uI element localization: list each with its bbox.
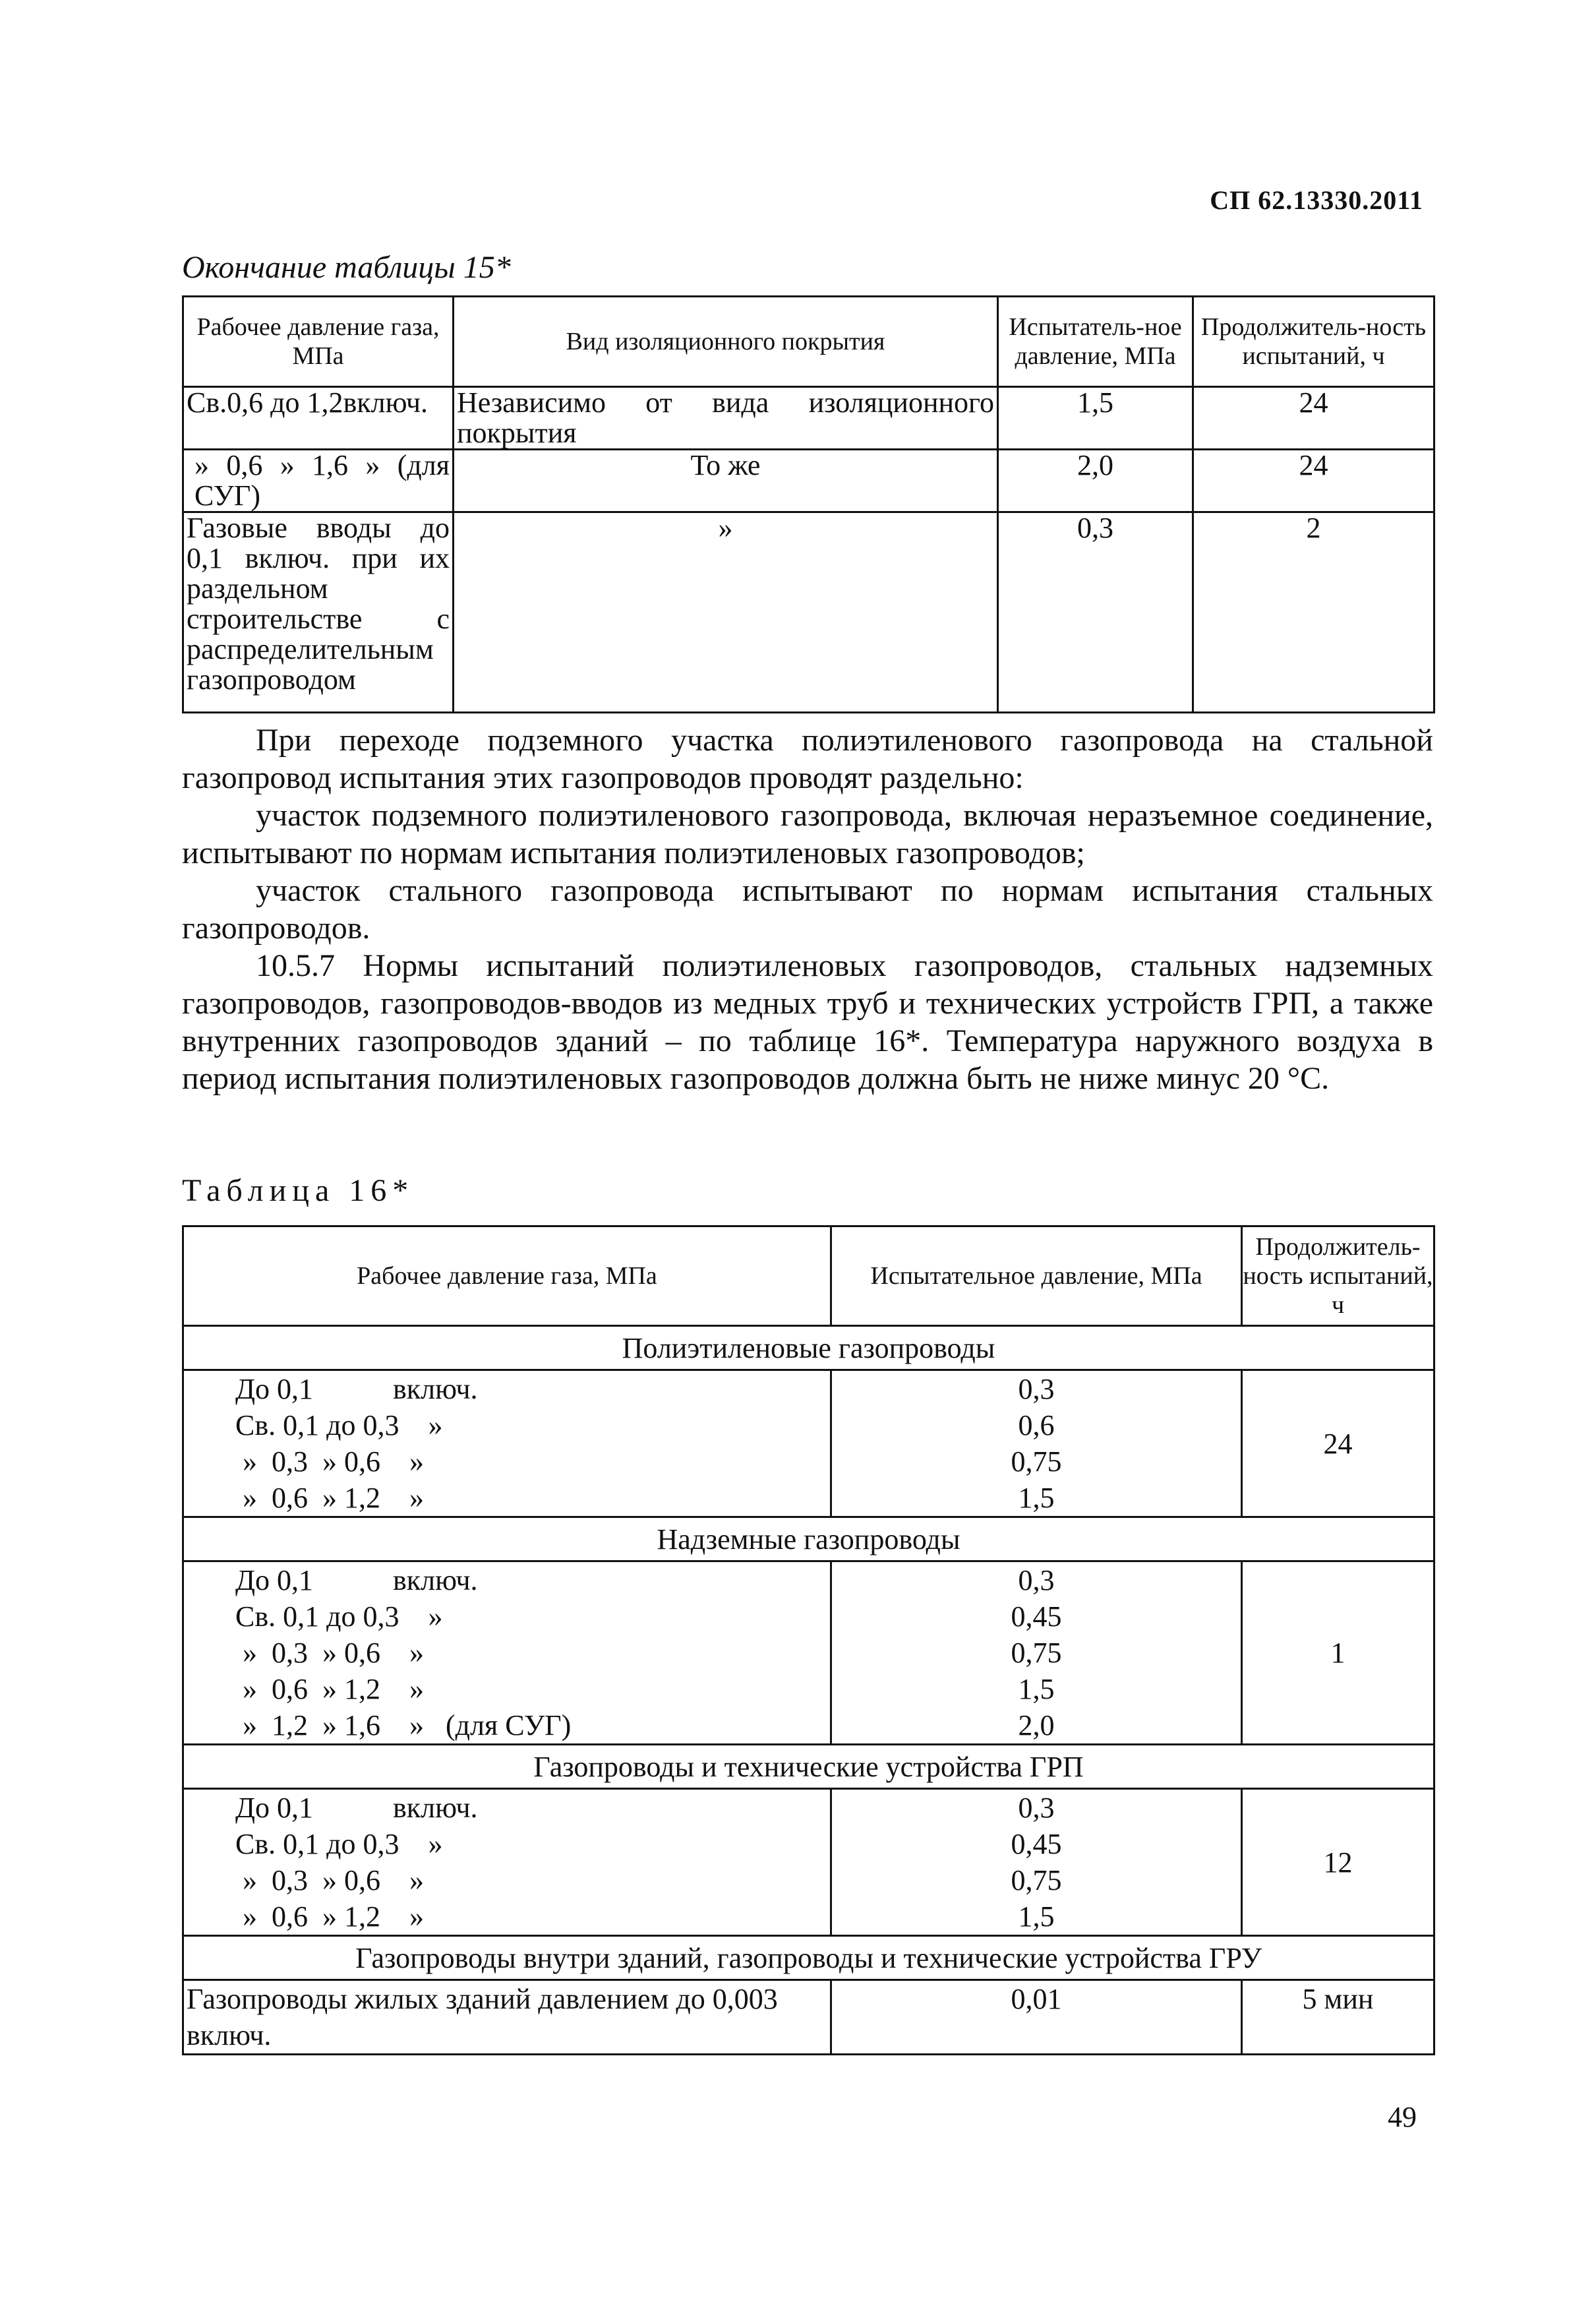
pressure-line: » 0,3 » 0,6 »: [235, 1864, 424, 1896]
table16-cell-pressure: [183, 1370, 831, 1517]
pressure-line: До 0,1 включ.: [235, 1373, 478, 1405]
table16-cell-duration: 5 мин: [1242, 1980, 1434, 2055]
table15-header-row: [183, 297, 1434, 387]
section-title: Газопроводы и технические устройства ГРП: [183, 1745, 1434, 1789]
test-value: 0,75: [1011, 1637, 1062, 1669]
document-code: СП 62.13330.2011: [1210, 185, 1423, 215]
pressure-line: Св. 0,1 до 0,3 »: [235, 1600, 443, 1633]
table16-cell-pressure: [183, 1789, 831, 1936]
table16-cell-pressure: Газопроводы жилых зданий давлением до 0,003 включ.: [183, 1980, 831, 2055]
table-row: [183, 1561, 1434, 1745]
test-value: 1,5: [1018, 1673, 1055, 1705]
table15-cell-test: 2,0: [998, 450, 1193, 512]
table16-cell-duration: 12: [1242, 1789, 1434, 1936]
table16-cell-test: [831, 1789, 1242, 1936]
test-value: 0,45: [1011, 1828, 1062, 1860]
table-row: [183, 450, 1434, 512]
section-title: Полиэтиленовые газопроводы: [183, 1326, 1434, 1370]
table16-cell-test: [831, 1561, 1242, 1745]
section-title-row: [183, 1517, 1434, 1561]
table-row: [183, 1370, 1434, 1517]
pressure-line: » 1,2 » 1,6 » (для СУГ): [235, 1709, 572, 1741]
test-value: 2,0: [1018, 1709, 1055, 1741]
table15-cell-coating: То же: [454, 450, 998, 512]
page-number: 49: [1388, 2101, 1417, 2133]
table-row: [183, 1980, 1434, 2055]
test-value: 0,6: [1018, 1409, 1055, 1441]
section-title-row: [183, 1745, 1434, 1789]
table15-cell-pressure: » 0,6 » 1,6 » (для СУГ): [183, 450, 454, 512]
test-value: 0,3: [1018, 1792, 1055, 1824]
table16-cell-test: [831, 1370, 1242, 1517]
table-row: [183, 1789, 1434, 1936]
table15-caption: Окончание таблицы 15*: [182, 250, 511, 285]
table15-cell-coating: »: [454, 512, 998, 713]
paragraph: участок подземного полиэтиленового газопровода, включая неразъемное соединение, испытывают по нормам испытания полиэтиленовых газопроводов;: [182, 798, 1433, 870]
table16-cell-duration: 24: [1242, 1370, 1434, 1517]
table-16: [182, 1225, 1435, 2055]
test-value: 0,3: [1018, 1564, 1055, 1596]
section-title: Надземные газопроводы: [183, 1517, 1434, 1561]
pressure-line: » 0,6 » 1,2 »: [235, 1673, 424, 1705]
test-value: 0,75: [1011, 1864, 1062, 1896]
test-value: 1,5: [1018, 1900, 1055, 1933]
test-value: 0,45: [1011, 1600, 1062, 1633]
table16-header-pressure: Рабочее давление газа, МПа: [183, 1226, 831, 1326]
table15-header-pressure: Рабочее давление газа, МПа: [183, 297, 454, 387]
section-title-row: [183, 1936, 1434, 1980]
table15-header-coating: Вид изоляционного покрытия: [454, 297, 998, 387]
table15-cell-test: 1,5: [998, 387, 1193, 450]
table15-cell-test: 0,3: [998, 512, 1193, 713]
paragraph: 10.5.7 Нормы испытаний полиэтиленовых газопроводов, стальных надземных газопроводов, газопроводов-вводов из медных труб и технических устройств ГРП, а также внутренних газопроводов зданий – по таблице 16*. Температура наружного воздуха в период испытания полиэтиленовых газопроводов должна быть не ниже минус 20 °С.: [182, 948, 1433, 1096]
table16-header-test-pressure: Испытательное давление, МПа: [831, 1226, 1242, 1326]
body-text: [182, 721, 1433, 1097]
table15-cell-duration: 24: [1193, 387, 1434, 450]
table-row: [183, 512, 1434, 713]
test-value: 1,5: [1018, 1482, 1055, 1514]
table15-cell-coating: Независимо от вида изоляционного покрытия: [454, 387, 998, 450]
table-row: [183, 387, 1434, 450]
pressure-line: Св. 0,1 до 0,3 »: [235, 1828, 443, 1860]
pressure-line: До 0,1 включ.: [235, 1564, 478, 1596]
paragraph: участок стального газопровода испытывают по нормам испытания стальных газопроводов.: [182, 873, 1433, 946]
pressure-line: » 0,3 » 0,6 »: [235, 1637, 424, 1669]
pressure-line: » 0,3 » 0,6 »: [235, 1445, 424, 1478]
table16-header-row: [183, 1226, 1434, 1326]
table15-header-duration: Продолжитель-ность испытаний, ч: [1193, 297, 1434, 387]
table15-header-test-pressure: Испытатель-ное давление, МПа: [998, 297, 1193, 387]
pressure-line: » 0,6 » 1,2 »: [235, 1482, 424, 1514]
table15-cell-pressure: Газовые вводы до 0,1 включ. при их раздельном строительстве с распределительным газопроводом: [183, 512, 454, 713]
pressure-line: Св. 0,1 до 0,3 »: [235, 1409, 443, 1441]
test-value: 0,75: [1011, 1445, 1062, 1478]
section-title-row: [183, 1326, 1434, 1370]
pressure-line: » 0,6 » 1,2 »: [235, 1900, 424, 1933]
table15-cell-duration: 24: [1193, 450, 1434, 512]
table-15: [182, 295, 1435, 713]
table16-cell-pressure: [183, 1561, 831, 1745]
table16-cell-duration: 1: [1242, 1561, 1434, 1745]
table15-cell-pressure: Св.0,6 до 1,2включ.: [183, 387, 454, 450]
pressure-line: До 0,1 включ.: [235, 1792, 478, 1824]
test-value: 0,3: [1018, 1373, 1055, 1405]
table15-cell-duration: 2: [1193, 512, 1434, 713]
table16-caption: Таблица 16*: [182, 1173, 415, 1208]
table16-header-duration: Продолжитель-ность испытаний, ч: [1242, 1226, 1434, 1326]
table16-cell-test: 0,01: [831, 1980, 1242, 2055]
paragraph: При переходе подземного участка полиэтиленового газопровода на стальной газопровод испытания этих газопроводов проводят раздельно:: [182, 723, 1433, 795]
section-title: Газопроводы внутри зданий, газопроводы и технические устройства ГРУ: [183, 1936, 1434, 1980]
